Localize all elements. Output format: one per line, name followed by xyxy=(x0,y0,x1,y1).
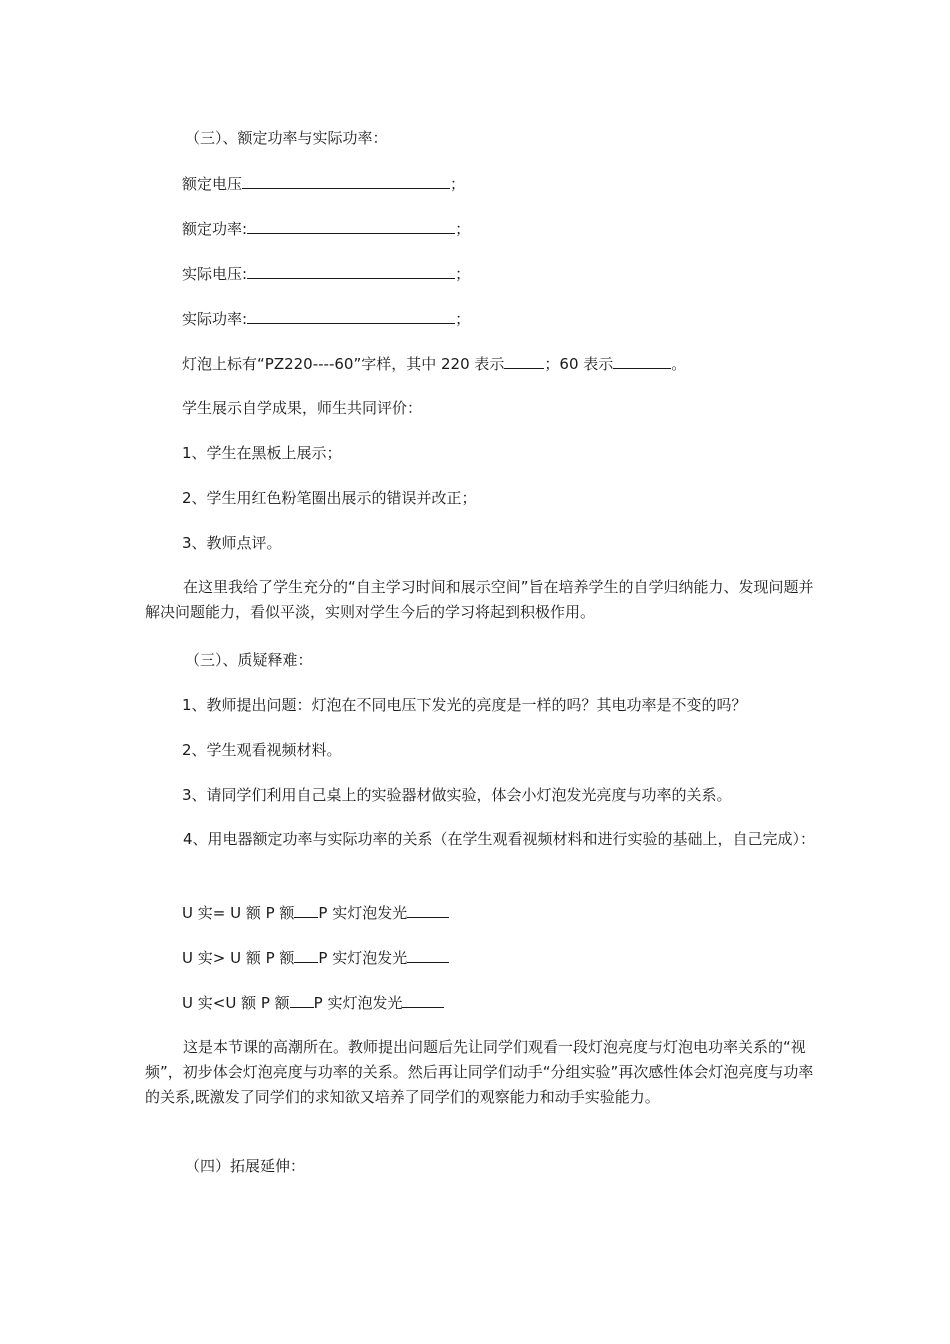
bulb-text-prefix: 灯泡上标有“PZ220----60”字样，其中 220 表示 xyxy=(182,355,505,373)
relation-row xyxy=(182,902,449,922)
field-label: 额定功率: xyxy=(182,220,248,238)
relation-row xyxy=(182,992,444,1012)
field-label: 实际功率: xyxy=(182,310,248,328)
relation-left: U 实= U 额 P 额 xyxy=(182,904,295,922)
section-heading-extend: （四）拓展延伸： xyxy=(185,1157,306,1175)
answer-blank[interactable] xyxy=(290,992,314,1008)
field-suffix: ； xyxy=(455,220,471,238)
answer-blank[interactable] xyxy=(294,947,318,963)
list-item: 3、请同学们利用自己桌上的实验器材做实验，体会小灯泡发光亮度与功率的关系。 xyxy=(182,786,732,804)
list-item: 2、学生观看视频材料。 xyxy=(182,741,342,759)
item4-paragraph: 4、用电器额定功率与实际功率的关系（在学生观看视频材料和进行实验的基础上，自己完成）： xyxy=(183,830,816,848)
showcase-comment-paragraph: 在这里我给了学生充分的“自主学习时间和展示空间”旨在培养学生的自学归纳能力、发现问题并解决问题能力，看似平淡，实则对学生今后的学习将起到积极作用。 xyxy=(145,578,814,621)
relation-left: U 实> U 额 P 额 xyxy=(182,949,295,967)
section-heading-doubt: （三）、质疑释难： xyxy=(185,651,313,669)
fill-line-actual-voltage xyxy=(182,263,470,283)
relation-mid: P 实灯泡发光 xyxy=(318,949,408,967)
answer-blank[interactable] xyxy=(294,902,318,918)
showcase-intro: 学生展示自学成果，师生共同评价： xyxy=(182,399,423,417)
list-item: 1、教师提出问题：灯泡在不同电压下发光的亮度是一样的吗？其电功率是不变的吗？ xyxy=(182,696,747,714)
relation-row xyxy=(182,947,449,967)
answer-blank[interactable] xyxy=(504,353,544,369)
answer-blank[interactable] xyxy=(407,902,449,918)
fill-line-rated-voltage xyxy=(182,173,465,193)
field-suffix: ； xyxy=(455,265,471,283)
relation-mid: P 实灯泡发光 xyxy=(318,904,408,922)
bulb-text-mid: ；60 表示 xyxy=(544,355,614,373)
answer-blank[interactable] xyxy=(247,218,455,234)
field-label: 额定电压 xyxy=(182,175,243,193)
list-item: 3、教师点评。 xyxy=(182,534,282,552)
fill-line-actual-power xyxy=(182,308,470,328)
bulb-text-end: 。 xyxy=(671,355,687,373)
list-item: 1、学生在黑板上展示； xyxy=(182,444,342,462)
relation-left: U 实<U 额 P 额 xyxy=(182,994,290,1012)
section-heading-rated-power: （三）、额定功率与实际功率： xyxy=(185,129,388,147)
climax-comment-paragraph: 这是本节课的高潮所在。教师提出问题后先让同学们观看一段灯泡亮度与灯泡电功率关系的“视频”，初步体会灯泡亮度与功率的关系。然后再让同学们动手“分组实验”再次感性体会灯泡亮度与功率的关系,既激发了同学们的求知欲又培养了同学们的观察能力和动手实验能力。 xyxy=(145,1038,814,1106)
answer-blank[interactable] xyxy=(247,308,455,324)
list-item: 2、学生用红色粉笔圈出展示的错误并改正； xyxy=(182,489,477,507)
answer-blank[interactable] xyxy=(242,173,450,189)
bulb-label-question xyxy=(182,353,686,373)
field-label: 实际电压: xyxy=(182,265,248,283)
field-suffix: ； xyxy=(450,175,466,193)
answer-blank[interactable] xyxy=(247,263,455,279)
relation-mid: P 实灯泡发光 xyxy=(313,994,403,1012)
answer-blank[interactable] xyxy=(613,353,671,369)
answer-blank[interactable] xyxy=(407,947,449,963)
answer-blank[interactable] xyxy=(402,992,444,1008)
field-suffix: ； xyxy=(455,310,471,328)
fill-line-rated-power xyxy=(182,218,470,238)
